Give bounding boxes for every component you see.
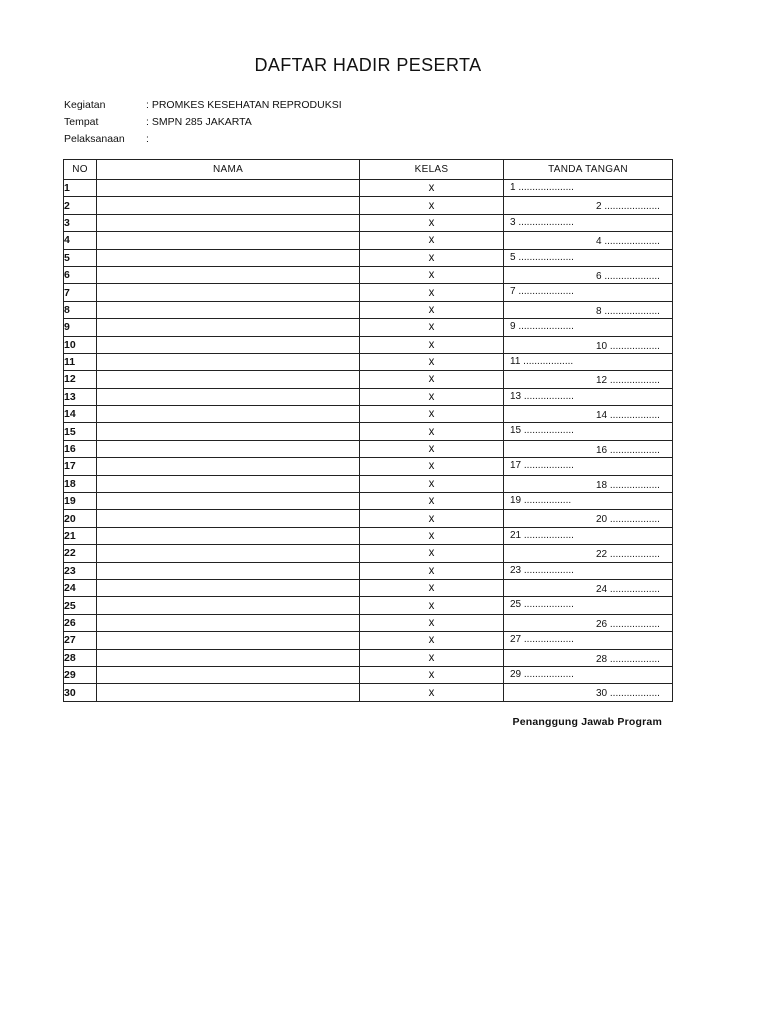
table-row <box>64 458 673 475</box>
signature-cell[interactable] <box>504 545 673 562</box>
signature-line: 21 .................. <box>510 529 574 541</box>
class-cell: x <box>360 527 504 544</box>
row-number: 28 <box>64 649 97 666</box>
meta-value: : PROMKES KESEHATAN REPRODUKSI <box>146 98 342 111</box>
header-nama: NAMA <box>97 160 360 180</box>
signature-line: 28 .................. <box>596 653 660 665</box>
class-cell: x <box>360 684 504 701</box>
table-row <box>64 388 673 405</box>
name-cell[interactable] <box>97 180 360 197</box>
meta-label: Kegiatan <box>64 98 106 111</box>
table-row <box>64 493 673 510</box>
signature-cell[interactable] <box>504 180 673 197</box>
row-number: 29 <box>64 666 97 683</box>
class-cell: x <box>360 458 504 475</box>
name-cell[interactable] <box>97 406 360 423</box>
row-number: 22 <box>64 545 97 562</box>
table-row <box>64 266 673 283</box>
signature-line: 13 .................. <box>510 390 574 402</box>
signature-line: 6 .................... <box>596 270 660 282</box>
row-number: 8 <box>64 301 97 318</box>
signature-line: 1 .................... <box>510 182 574 193</box>
name-cell[interactable] <box>97 319 360 336</box>
row-number: 5 <box>64 249 97 266</box>
row-number: 7 <box>64 284 97 301</box>
signature-cell[interactable] <box>504 232 673 249</box>
name-cell[interactable] <box>97 614 360 631</box>
name-cell[interactable] <box>97 232 360 249</box>
table-row <box>64 475 673 492</box>
signature-cell[interactable] <box>504 597 673 614</box>
signature-cell[interactable] <box>504 371 673 388</box>
table-row <box>64 406 673 423</box>
signature-cell[interactable] <box>504 423 673 440</box>
signature-cell[interactable] <box>504 666 673 683</box>
attendance-table <box>63 159 673 702</box>
name-cell[interactable] <box>97 371 360 388</box>
signature-cell[interactable] <box>504 440 673 457</box>
signature-line: 24 .................. <box>596 583 660 595</box>
table-row <box>64 666 673 683</box>
meta-label: Pelaksanaan <box>64 132 125 145</box>
row-number: 3 <box>64 214 97 231</box>
signature-cell[interactable] <box>504 388 673 405</box>
name-cell[interactable] <box>97 684 360 701</box>
signature-line: 14 .................. <box>596 410 660 422</box>
signature-cell[interactable] <box>504 493 673 510</box>
class-cell: x <box>360 562 504 579</box>
signature-line: 29 .................. <box>510 668 574 680</box>
row-number: 10 <box>64 336 97 353</box>
row-number: 15 <box>64 423 97 440</box>
class-cell: x <box>360 510 504 527</box>
class-cell: x <box>360 440 504 457</box>
name-cell[interactable] <box>97 336 360 353</box>
signature-cell[interactable] <box>504 197 673 214</box>
signature-cell[interactable] <box>504 214 673 231</box>
name-cell[interactable] <box>97 562 360 579</box>
name-cell[interactable] <box>97 423 360 440</box>
table-row <box>64 597 673 614</box>
name-cell[interactable] <box>97 475 360 492</box>
row-number: 30 <box>64 684 97 701</box>
signature-cell[interactable] <box>504 336 673 353</box>
table-row <box>64 510 673 527</box>
table-row <box>64 353 673 370</box>
signature-line: 4 .................... <box>596 236 660 248</box>
class-cell: x <box>360 632 504 649</box>
name-cell[interactable] <box>97 301 360 318</box>
table-row <box>64 649 673 666</box>
meta-row-pelaksanaan <box>64 130 342 147</box>
table-row <box>64 249 673 266</box>
class-cell: x <box>360 180 504 197</box>
row-number: 4 <box>64 232 97 249</box>
page-title: DAFTAR HADIR PESERTA <box>254 55 482 75</box>
name-cell[interactable] <box>97 214 360 231</box>
signature-cell[interactable] <box>504 510 673 527</box>
signature-line: 11 .................. <box>510 355 574 367</box>
table-row <box>64 579 673 596</box>
class-cell: x <box>360 423 504 440</box>
name-cell[interactable] <box>97 649 360 666</box>
signature-line: 2 .................... <box>596 201 660 213</box>
signature-cell[interactable] <box>504 632 673 649</box>
table-row <box>64 684 673 701</box>
name-cell[interactable] <box>97 579 360 596</box>
row-number: 11 <box>64 353 97 370</box>
class-cell: x <box>360 266 504 283</box>
signature-cell[interactable] <box>504 649 673 666</box>
row-number: 21 <box>64 527 97 544</box>
signature-line: 5 .................... <box>510 251 574 263</box>
meta-row-tempat <box>64 113 342 130</box>
row-number: 6 <box>64 266 97 283</box>
signature-line: 19 ................. <box>510 495 572 507</box>
class-cell: x <box>360 649 504 666</box>
table-row <box>64 545 673 562</box>
meta-row-kegiatan <box>64 96 342 113</box>
signature-cell[interactable] <box>504 475 673 492</box>
signature-cell[interactable] <box>504 684 673 701</box>
name-cell[interactable] <box>97 493 360 510</box>
header-tanda-tangan: TANDA TANGAN <box>504 160 673 180</box>
meta-label: Tempat <box>64 115 99 128</box>
class-cell: x <box>360 475 504 492</box>
signature-line: 3 .................... <box>510 216 574 228</box>
signature-cell[interactable] <box>504 562 673 579</box>
class-cell: x <box>360 249 504 266</box>
footer-signature-label: Penanggung Jawab Program <box>512 716 662 728</box>
row-number: 12 <box>64 371 97 388</box>
table-row <box>64 180 673 197</box>
signature-line: 30 .................. <box>596 688 660 700</box>
row-number: 27 <box>64 632 97 649</box>
table-row <box>64 440 673 457</box>
row-number: 16 <box>64 440 97 457</box>
signature-cell[interactable] <box>504 353 673 370</box>
name-cell[interactable] <box>97 597 360 614</box>
signature-cell[interactable] <box>504 266 673 283</box>
table-row <box>64 284 673 301</box>
signature-cell[interactable] <box>504 579 673 596</box>
name-cell[interactable] <box>97 249 360 266</box>
class-cell: x <box>360 597 504 614</box>
header-no: NO <box>64 160 97 180</box>
signature-line: 25 .................. <box>510 599 574 611</box>
signature-cell[interactable] <box>504 406 673 423</box>
name-cell[interactable] <box>97 666 360 683</box>
name-cell[interactable] <box>97 510 360 527</box>
class-cell: x <box>360 197 504 214</box>
table-row <box>64 562 673 579</box>
table-row <box>64 614 673 631</box>
table-row <box>64 336 673 353</box>
class-cell: x <box>360 614 504 631</box>
row-number: 20 <box>64 510 97 527</box>
signature-cell[interactable] <box>504 527 673 544</box>
signature-line: 12 .................. <box>596 375 660 387</box>
meta-info <box>64 96 342 147</box>
table-row <box>64 232 673 249</box>
class-cell: x <box>360 493 504 510</box>
row-number: 13 <box>64 388 97 405</box>
signature-line: 7 .................... <box>510 286 574 298</box>
table-header-row <box>64 160 673 180</box>
class-cell: x <box>360 406 504 423</box>
header-kelas: KELAS <box>360 160 504 180</box>
name-cell[interactable] <box>97 545 360 562</box>
table-row <box>64 214 673 231</box>
signature-cell[interactable] <box>504 301 673 318</box>
signature-cell[interactable] <box>504 458 673 475</box>
row-number: 9 <box>64 319 97 336</box>
row-number: 23 <box>64 562 97 579</box>
signature-line: 16 .................. <box>596 444 660 456</box>
meta-value: : SMPN 285 JAKARTA <box>146 115 252 128</box>
row-number: 26 <box>64 614 97 631</box>
class-cell: x <box>360 579 504 596</box>
name-cell[interactable] <box>97 527 360 544</box>
name-cell[interactable] <box>97 197 360 214</box>
signature-cell[interactable] <box>504 614 673 631</box>
signature-cell[interactable] <box>504 249 673 266</box>
table-row <box>64 527 673 544</box>
signature-line: 18 .................. <box>596 479 660 491</box>
class-cell: x <box>360 336 504 353</box>
class-cell: x <box>360 232 504 249</box>
name-cell[interactable] <box>97 440 360 457</box>
name-cell[interactable] <box>97 458 360 475</box>
table-row <box>64 301 673 318</box>
signature-cell[interactable] <box>504 284 673 301</box>
name-cell[interactable] <box>97 266 360 283</box>
class-cell: x <box>360 353 504 370</box>
signature-line: 20 .................. <box>596 514 660 526</box>
meta-value: : <box>146 132 149 145</box>
signature-line: 10 .................. <box>596 340 660 352</box>
table-row <box>64 371 673 388</box>
name-cell[interactable] <box>97 632 360 649</box>
signature-line: 15 .................. <box>510 425 574 437</box>
class-cell: x <box>360 371 504 388</box>
row-number: 25 <box>64 597 97 614</box>
row-number: 17 <box>64 458 97 475</box>
signature-cell[interactable] <box>504 319 673 336</box>
name-cell[interactable] <box>97 284 360 301</box>
signature-line: 22 .................. <box>596 549 660 561</box>
signature-line: 17 .................. <box>510 460 574 472</box>
row-number: 14 <box>64 406 97 423</box>
class-cell: x <box>360 284 504 301</box>
table-row <box>64 197 673 214</box>
class-cell: x <box>360 319 504 336</box>
row-number: 24 <box>64 579 97 596</box>
name-cell[interactable] <box>97 388 360 405</box>
class-cell: x <box>360 301 504 318</box>
signature-line: 23 .................. <box>510 564 574 576</box>
name-cell[interactable] <box>97 353 360 370</box>
row-number: 1 <box>64 180 97 197</box>
signature-line: 9 .................... <box>510 321 574 333</box>
table-row <box>64 423 673 440</box>
class-cell: x <box>360 545 504 562</box>
signature-line: 26 .................. <box>596 618 660 630</box>
class-cell: x <box>360 214 504 231</box>
signature-line: 8 .................... <box>596 305 660 317</box>
row-number: 2 <box>64 197 97 214</box>
class-cell: x <box>360 388 504 405</box>
class-cell: x <box>360 666 504 683</box>
row-number: 19 <box>64 493 97 510</box>
table-row <box>64 319 673 336</box>
table-row <box>64 632 673 649</box>
signature-line: 27 .................. <box>510 634 574 646</box>
row-number: 18 <box>64 475 97 492</box>
